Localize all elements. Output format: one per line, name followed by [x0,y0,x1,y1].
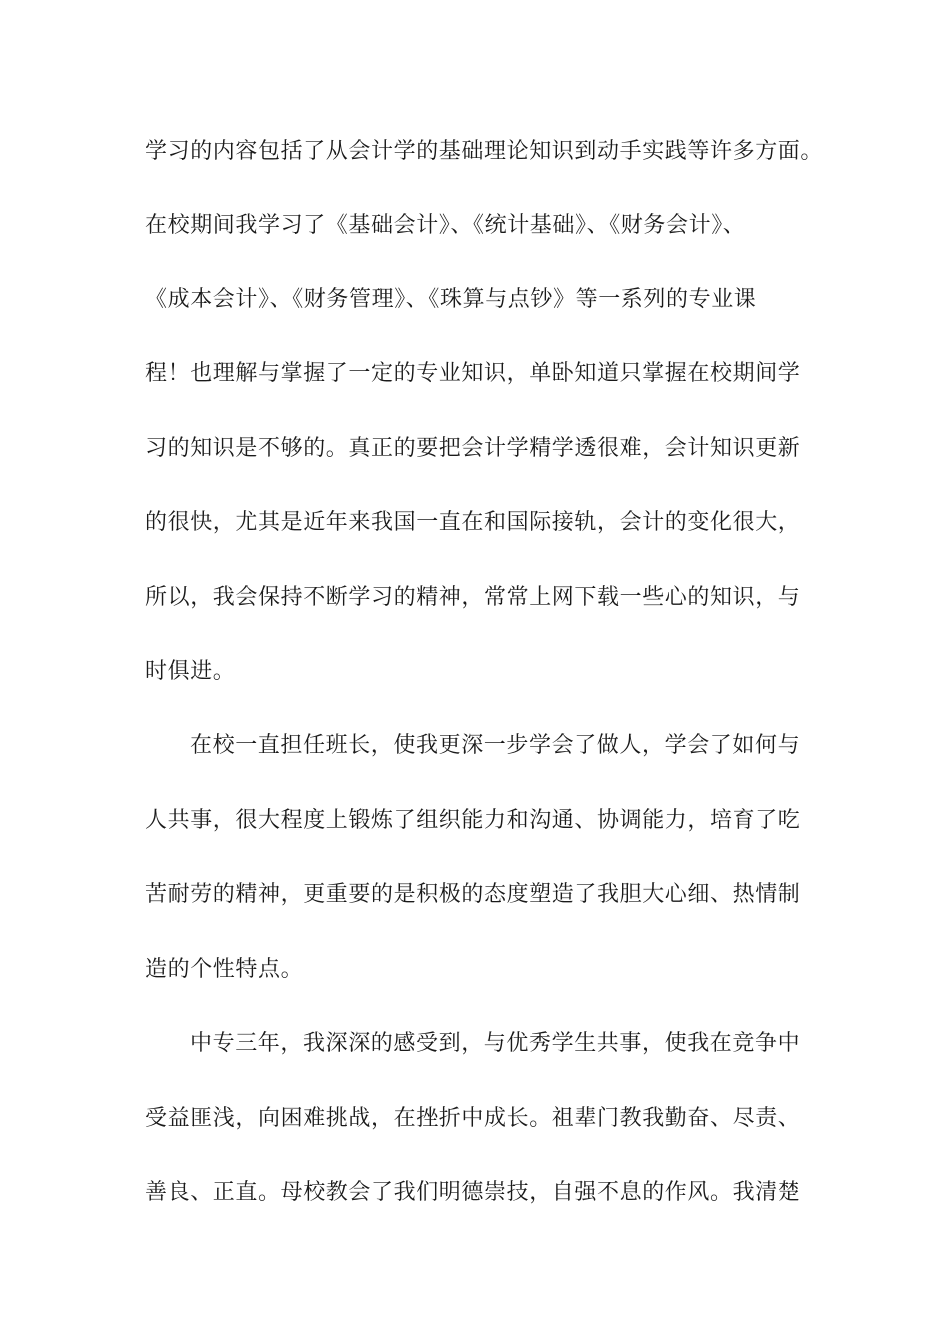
text-line: 造的个性特点。 [145,957,304,982]
text-line: 人共事，很大程度上锻炼了组织能力和沟通、协调能力，培育了吃 [145,808,801,833]
text-line: 《成本会计》、《财务管理》、《珠算与点钞》等一系列的专业课 [145,287,757,312]
text-line: 习的知识是不够的。真正的要把会计学精学透很难，会计知识更新 [145,436,801,461]
paragraph-first-line: 在校一直担任班长，使我更深一步学会了做人，学会了如何与 [190,733,801,758]
text-line: 苦耐劳的精神，更重要的是积极的态度塑造了我胆大心细、热情制 [145,882,801,907]
text-line: 学习的内容包括了从会计学的基础理论知识到动手实践等许多方面。 [145,139,824,164]
text-line: 所以，我会保持不断学习的精神，常常上网下载一些心的知识，与 [145,585,801,610]
text-line: 受益匪浅，向困难挑战，在挫折中成长。祖辈门教我勤奋、尽责、 [145,1106,801,1131]
text-line: 的很快，尤其是近年来我国一直在和国际接轨，会计的变化很大， [145,510,801,535]
text-line: 善良、正直。母校教会了我们明德崇技，自强不息的作风。我清楚 [145,1180,801,1205]
text-line: 时俱进。 [145,659,236,684]
text-line: 在校期间我学习了《基础会计》、《统计基础》、《财务会计》、 [145,213,746,238]
paragraph-first-line: 中专三年，我深深的感受到，与优秀学生共事，使我在竞争中 [190,1031,801,1056]
text-line: 程！也理解与掌握了一定的专业知识，单卧知道只掌握在校期间学 [145,361,801,386]
